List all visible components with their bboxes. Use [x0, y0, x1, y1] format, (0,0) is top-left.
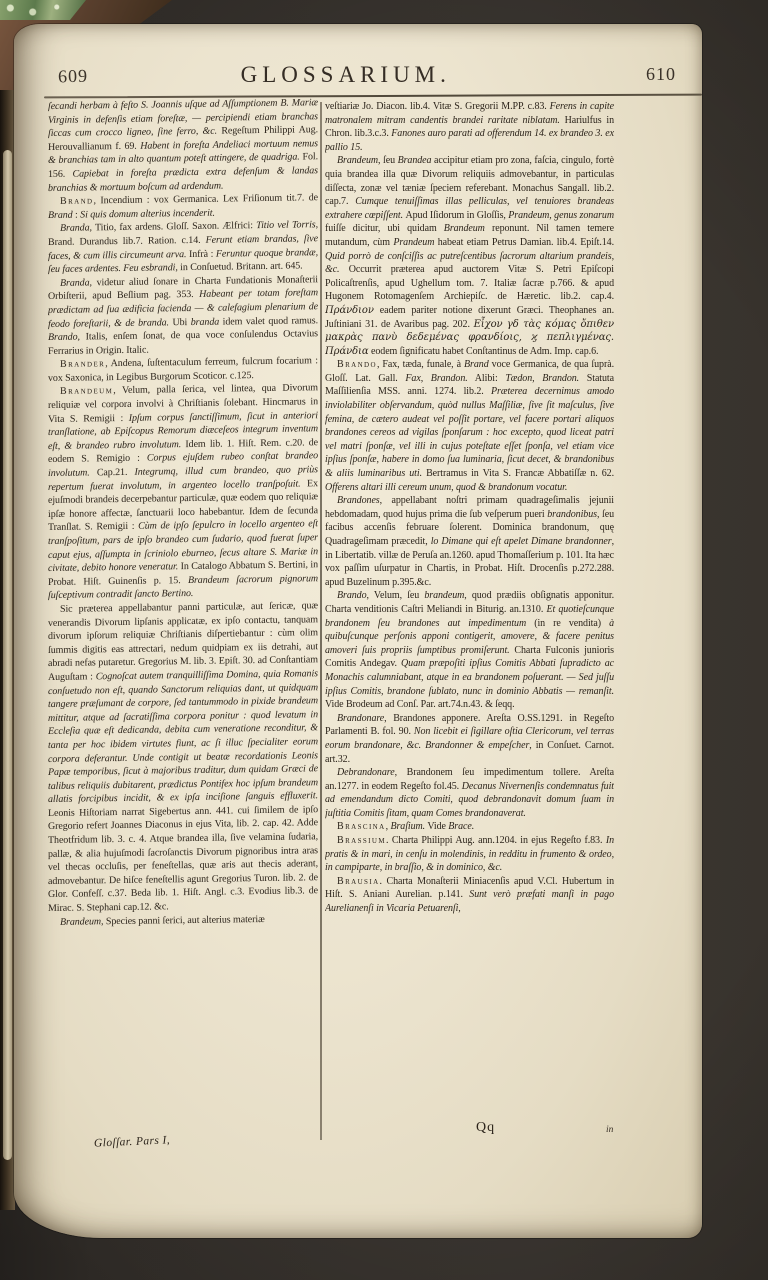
headword: Brascina — [337, 821, 386, 833]
text-run: Brand — [464, 359, 489, 371]
text-run: Feruntur quoque brandæ, ſeu faces ardentes. Feu esbrandi — [48, 246, 318, 276]
text-run: Sunt verò præfati manſi in pago Aurelianenſi in Vicaria Petuarenſi, — [325, 889, 614, 915]
paragraph — [325, 358, 614, 494]
text-run: : — [72, 209, 81, 221]
text-run: , ſeu facibus accenſis februare ſolerent. Dominica brandonum, quę Quadrageſimam præcedit, — [325, 508, 614, 547]
text-run: veſtiariæ Jo. Diacon. lib.4. Vitæ S. Gregorii M.PP. c.83. — [325, 101, 550, 112]
underlying-page-edge — [3, 150, 12, 1160]
text-run: Integrumq, illud cum brandeo, quo priùs repertum fuerat involutum, in argenteo locello tranſpoſuit. — [48, 464, 318, 493]
paragraph — [48, 96, 318, 195]
text-run: Charta Fulconis junioris Comitis Andegav. — [325, 644, 614, 670]
text-run: Offerens altari illi cereum unum, quod & brandonum vocatur. — [325, 481, 568, 493]
text-run: Alibi: — [467, 372, 506, 384]
text-run: ſecandi herbam à feſto S. Joannis uſque ad Aſſumptionem B. Mariæ Virginis in defenſis etiam foreſtæ, — percipiendi etiam branchas ſiccas cum crocco ligneo, ſine ferro, &c. — [48, 97, 318, 140]
text-run: Branda — [60, 277, 90, 289]
text-run: Et quotieſcunque brandonem ſeu brandones aut impedimentum — [325, 603, 614, 629]
text-run: . Charta Philippi Aug. ann.1204. in ejus Regeſto f.83. — [386, 835, 606, 847]
text-run: Brando — [48, 331, 78, 344]
text-run: Bertramus in Vita S. Francæ Abbatiſſæ n. 62. — [426, 468, 614, 480]
paragraph — [48, 273, 318, 358]
text-run: Ferens in capite matronalem mitram candentis brandei raritate niblatam. — [325, 101, 614, 126]
text-run: Brace. — [448, 821, 475, 833]
text-run: Idem lib. 1. Hiſt. Rem. c.20. de eodem S. Remigio : — [48, 437, 318, 466]
text-run: Statuta Maſſilienſia MSS. anni. 1274. lib.2. — [325, 372, 614, 398]
paragraph — [48, 912, 318, 929]
text-run: Sic præterea appellabantur panni particulæ, aut ſericæ, quæ venerandis Divorum lipſanis applicatæ, ex ipſo contactu, tanquam divorum ipſorum reliquiæ Chriſtianis diſpertiebantur : cùm olim ſummis digitis eas attrectari, nedum quidpiam ex iis detrahi, aut abradi nefas putaretur. Gregorius M. lib. 3. Epiſt. 30. ad Conſtantiam Auguſtam : — [48, 600, 318, 683]
paragraph — [325, 766, 614, 820]
text-run: , videtur aliud ſonare in Charta Fundationis Monaſterii Orbiſterii, apud Beſlium pag. 353. — [48, 273, 318, 303]
text-run: , in Conſuet. Carnot. art.32. — [325, 739, 614, 765]
headword: Brando — [337, 359, 377, 371]
text-run: eodem ſignificatu habet Conſtantinus de Adm. Imp. cap.6. — [368, 345, 599, 357]
text-run: Vide Brodeum ad Conſ. Par. art.74.n.43. & ſeqq. — [325, 699, 515, 711]
text-run: eadem pariter notione dixerunt Græci. Theophanes an. Juſtiniani 31. de Avaribus pag. 202. — [325, 304, 614, 330]
text-run: Habent in foreſta Andeliaci mortuum nemus & branchias tam in alto quantum poteſt attingere, de quadriga. — [48, 138, 318, 167]
text-run: , in Conſuetud. Britann. art. 645. — [175, 260, 303, 274]
headword: Brausia — [337, 875, 380, 887]
text-run: In Catalogo Abbatum S. Bertini, in Probat. Hiſt. Guinenſis p. 15. — [48, 559, 318, 588]
text-run: brandonibus — [547, 508, 597, 520]
text-run: , Brandonem ſeu impedimentum tollere. Areſta an.1277. in eodem Regeſto fol.45. — [325, 767, 614, 792]
text-run: Infrà : — [189, 248, 216, 260]
text-run: à quibuſcunque perſonis apponi contigerit, amovere, & facere penitus amoveri ſuis propriis ſumptibus promiſerunt. — [325, 617, 614, 656]
text-run: . Charta Monaſterii Miniacenſis apud V.Cl. Hubertum in Hiſt. S. Aniani Aurelian. p.141. — [325, 875, 614, 901]
text-run: Si quis domum alterius incenderit. — [80, 207, 215, 221]
text-run: , Velum, ſeu — [366, 590, 425, 602]
text-run: lo Dimane qui eſt apelet Dimane brandonner — [430, 536, 612, 547]
paragraph — [48, 219, 318, 277]
text-run: Fol. 156. — [48, 151, 318, 180]
text-run: , Brandones apponere. Areſta O.SS.1291. in Regeſto Parlamenti B. fol. 90. — [325, 712, 614, 738]
paragraph — [325, 154, 614, 358]
text-run: Quid porrò de conſciſſis ac putreſcentibus ſacrorum altarium prandeis, &c. — [325, 250, 614, 276]
text-run: , Brand. Durandus lib.7. Ration. c.14. — [48, 219, 318, 248]
text-column-right — [325, 100, 614, 1164]
paragraph — [48, 382, 318, 603]
paragraph — [325, 589, 614, 711]
text-run: , Titio, fax ardens. Gloſſ. Saxon. Ælfrici: — [89, 220, 257, 234]
text-run: Ipſum corpus ſanctiſſimum, ſicut in anteriori tranſlatione, ab Epiſcopus Remorum diæceſeos integrum inventum eſt, & brandeo rubro involutum. — [48, 409, 318, 452]
paragraph — [48, 599, 318, 915]
text-run: Brandonare — [337, 712, 385, 724]
text-run: Cap.21. — [96, 466, 135, 479]
text-column-left — [48, 96, 318, 1164]
text-run: Prandeum — [393, 236, 435, 248]
headword: Brandeum — [60, 385, 114, 398]
paragraph — [325, 494, 614, 589]
text-run: Brand — [48, 209, 73, 221]
text-run: , Andena, ſuſtentaculum ferreum, fulcrum focarium : vox Saxonica, in Legibus Burgorum Scoticor. c.125. — [48, 355, 318, 384]
text-run: Brandeum — [443, 223, 485, 235]
text-run: Cumque tenuiſſimas illas pelliculas, vel tenuiores brandeas extrahere cœpiſſent. — [325, 196, 614, 221]
text-run: accipitur etiam pro zona, faſcia, cingulo, fortè quia brandea illa quæ Divorum reliquiis admovebantur, in particulas diſſecta, zonæ vel tæniæ ſpeciem referebant. Monachus Sangall. lib.2. cap.7. — [325, 155, 614, 208]
text-run: Occurrit præterea apud auctorem Vitæ S. Petri Epiſcopi Policaſtrenſis, apud Ughellum tom. 7. Italiæ ſacræ p.766. & apud Hugonem Rotomagenſem Archiepiſc. de Hæretic. lib.2. cap.4. — [325, 264, 614, 303]
running-title: GLOSSARIUM. — [240, 62, 451, 87]
paragraph — [325, 820, 614, 834]
text-run: , Incendium : vox Germanica. Lex Friſionum tit.7. de — [93, 192, 318, 207]
text-run: Πράνδιον — [325, 304, 374, 316]
text-run: Cognoſcat autem tranquilliſſima Domina, quia Romanis conſuetudo non eſt, quando Sanctorum reliquias dant, ut quidquam tangere præſumant de corpore, ſed tantummodo in pixide brandeum mittitur, atque ad ſacratiſſima corpora ponitur : quod levatum in Eccleſia quæ eſt dedicanda, debita cum veneratione reconditur, & tanta per hoc ibidem virtutes fiunt, ac ſi illuc ſpecialiter eorum corpora deferantur. Unde contigit ut beatæ recordationis Leonis Papæ temporibus, ſicut à majoribus traditur, dum quidam Græci de talibus reliquiis dubitarent, prædictus Pontifex hoc ipſum brandeum allatis forcipibus incidit, & ex ipſa inciſione ſanguis effluxerit. — [48, 668, 318, 806]
text-run: habeat etiam Petrus Damian. lib.4. Epiſt.14. — [434, 236, 614, 248]
text-run: reponunt. Nil tamen temere mutandum, cùm — [325, 223, 614, 248]
catchword: in — [606, 1125, 614, 1135]
paragraph — [325, 875, 614, 916]
paragraph — [325, 712, 614, 766]
headword: Brand — [60, 195, 94, 207]
text-run: Leonis Hiſtoriam narrat Sigebertus ann. 441. cui ſimilem de ipſo Gregorio refert Joannes Diaconus in ejus Vita, lib. 2. cap. 42. Adde Theotfridum lib. 3. c. 4. Atque brandea illa, ſive velamina ſudaria, pallæ, & alia hujuſmodi ſacroſanctis Divorum pignoribus intra aras vel thecas occluſis, per feneſtellas, quæ aris aut thecis aderant, admovebantur. De hiſce feneſtellis agunt Gregorius Turon. lib. 2. de Glor. Confeſſ. c.37. Beda lib. 1. Hiſt. Angl. c.3. Evodius lib.3. de Mirac. S. Stephani cap.12. &c. — [48, 804, 318, 915]
quire-signature: Qq — [476, 1120, 496, 1135]
text-run: Brandones — [337, 495, 380, 507]
headword: Brander — [60, 358, 106, 371]
text-run: , — [385, 821, 391, 833]
text-run: Debrandonare — [337, 767, 395, 779]
text-run: Quam præpoſiti ipſius Comitis Abbati ſupradicto ac Monachis calumniabant, atque in ea brandonem poſuerant. — Sed juſſu ipſius Comitis, brandone ſublato, nunc in dominio Abbatis — remanſit. — [325, 658, 614, 697]
text-run: In pratis & in mari, in cenſu in molendinis, in redditu in frumento & ordeo, in campiparte, in braſſio, & in dominico, &c. — [325, 835, 614, 874]
text-run: Apud Iſidorum in Gloſſis, — [405, 209, 509, 221]
text-run: Braſium. — [390, 821, 426, 833]
text-run: , quod prædiis obſignatis apponitur. Charta venditionis Caſtri Meliandi in Biturig. an.1310. — [325, 590, 614, 615]
column-divider — [320, 102, 322, 1140]
text-run: voce Germanica, de qua ſuprà. Gloſſ. Lat. Gall. — [325, 359, 614, 384]
text-run: Branda — [60, 222, 90, 235]
folio-number-right: 610 — [646, 64, 676, 84]
text-run: Fanones auro parati ad offerendum 14. ex brandeo 3. ex pallio 15. — [325, 128, 614, 153]
text-run: Cùm de ipſo ſepulcro in locello argenteo eſt tranſpoſitum, pars de ipſo brandeo cum ſudario, quod fuerat ſuper caput ejus, aſſumpta in ſcriniolo eburneo, ſecus altare S. Mariæ in civitate, debito honore veneratur. — [48, 518, 318, 575]
paragraph — [48, 355, 318, 386]
text-run: Ex ejuſmodi brandeis decerpebantur particulæ, quæ eodem quo reliquiæ ipſæ honore affectæ, ſanctuarii loco habebantur. Idem de ſecunda Tranſlat. S. Remigii : — [48, 477, 318, 534]
signature-title: Gloſſar. Pars I, — [93, 1134, 171, 1150]
text-run: Capiebat in foreſta prædicta extra defenſum & landas branchias & mortuum boſcum ad ardendum. — [48, 165, 318, 194]
page-header — [44, 62, 700, 94]
text-run: , Velum, palla ſerica, vel lintea, qua Divorum reliquiæ vel corpora involvi à Chriſtianis ſolebant. Hincmarus in Vita S. Remigii : — [48, 382, 318, 425]
text-run: Vide — [425, 821, 449, 833]
text-run: Titio vel Torris — [256, 219, 316, 232]
headword: Brassium — [337, 835, 386, 847]
text-run: Εἶχον γδ τὰς κόμας ὄπιθεν μακρὰς πανὺ δεδεμένας φρανδίοις, ϗ πεπλιγμένας. Πράνδια — [325, 318, 614, 357]
text-run: Brandeum — [337, 155, 379, 167]
text-run: Præterea decernimus amodo inviolabiliter obſervandum, quòd nullus Maſſiliæ, ſive ſit maſculus, ſive femina, de cætero audeat vel poſſit portare, vel facere portari aliquos brandones cereos ad vigilas ſponſarum : hoc excepto, quod liceat patri vel matri ſponſæ, vel illi in cujus poteſtate eſſet ſponſa, vel etiam vice ipſius ſponſæ, habere in domo ſua luminaria, ſicut decet, & brandonibus & aliis luminaribus uti. — [325, 386, 614, 480]
text-run: Brando — [337, 590, 367, 602]
text-run: , Italis, enſem ſonat, de qua voce conſulendus Octavius Ferrarius in Origin. Italic. — [48, 328, 318, 357]
paragraph — [325, 834, 614, 875]
text-run: , ſeu — [378, 155, 398, 167]
paragraph — [48, 191, 318, 222]
text-run: Corpus ejuſdem rubeo conſtat brandeo involutum. — [48, 450, 318, 480]
text-run: branda — [190, 316, 220, 328]
text-run: Regeſtum Philippi Aug. Herouvallianum f. 69. — [48, 124, 318, 153]
text-run: , Fax, tæda, funale, à — [376, 359, 465, 371]
book-page — [14, 24, 702, 1238]
text-run: Brandeum — [60, 915, 102, 928]
text-run: idem valet quod ramus. — [219, 314, 318, 328]
text-run: Ubi — [172, 316, 191, 328]
text-run: fuiſſe dicitur, ubi quidam — [325, 223, 444, 235]
text-run: Brandeum ſacrorum pignorum ſuſceptivum contradit ſancto Bertino. — [48, 573, 318, 602]
text-run: Prandeum, genus zonarum — [508, 209, 614, 221]
text-run: , in Libertatib. villæ de Peruſa an.1260. apud Thomaſſerium p. 101. Ita hæc vox paſſim uſurpatur in Chartis, in Probat. Hiſt. Drocenſis p.272.288. apud Buzelinum p.395.&c. — [325, 536, 614, 588]
text-run: Hariulfus in Chron. lib.3.c.3. — [325, 114, 614, 140]
text-run: Brandea — [397, 155, 432, 167]
text-run: , Species panni ſerici, aut alterius materiæ — [101, 913, 265, 927]
folio-number-left: 609 — [57, 65, 89, 87]
text-run: , appellabant noſtri primam quadrageſimalis jejunii hebdomadam, quod hujus prima die ſub veſperum pueri — [325, 495, 614, 520]
paragraph — [325, 100, 614, 154]
text-run: Non licebit ei ſigillare oſtia Clericorum, vel terras eorum brandonare, &c. Brandonner & empeſcher — [325, 726, 614, 751]
text-run: Ferunt etiam brandas, ſive faces, & cum illis circumeunt arva. — [48, 233, 318, 262]
text-run: Habeant per totam foreſtam prædictam ad ſua ædificia facienda — & calefagium plenarium de feodo foreſtarii, & de branda. — [48, 287, 318, 330]
text-run: (in re vendita) — [534, 617, 610, 629]
text-run: Decanus Nivernenſis condemnatus fuit ad emendandum dicto Comiti, quod debrandonavit domum ſuam in juſtitia Comitis ſitam, quam Comes brandonaverat. — [325, 780, 614, 819]
text-run: brandeum — [424, 590, 465, 602]
text-run: Fax, Brandon. — [405, 372, 468, 384]
text-run: Tædon, Brandon. — [505, 372, 580, 384]
